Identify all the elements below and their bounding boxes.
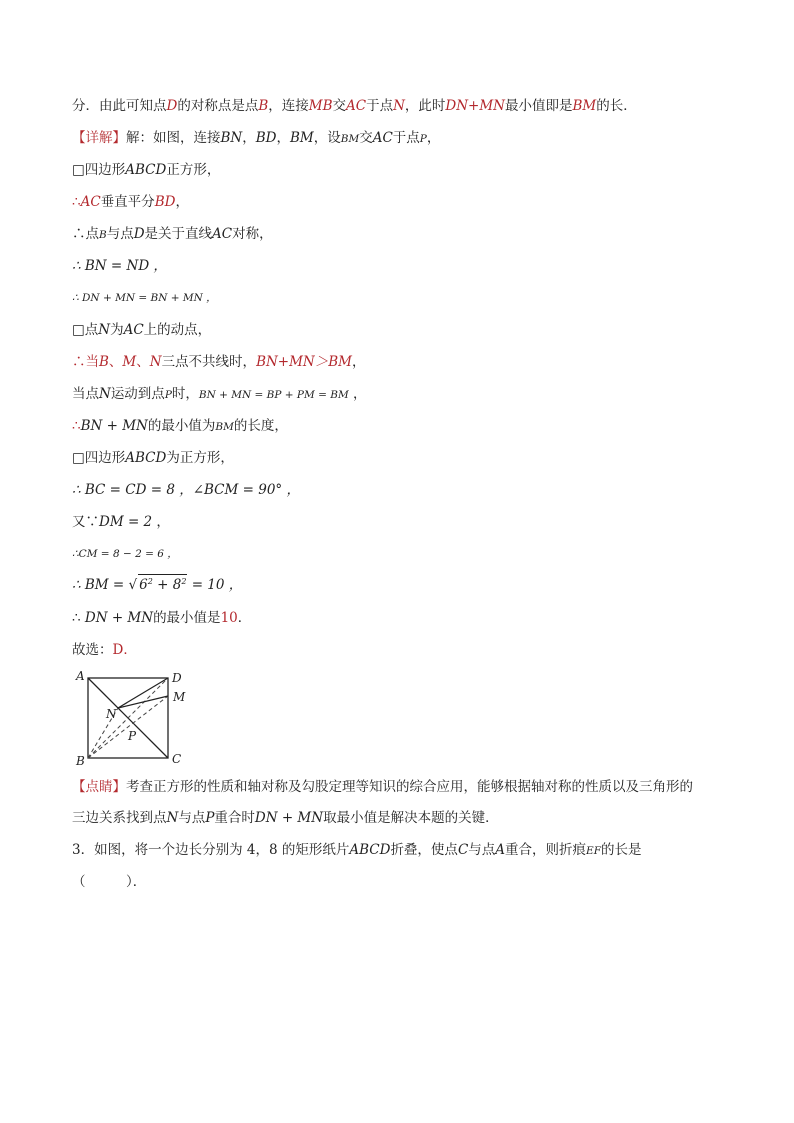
text-line-4	[72, 192, 189, 212]
math: AC	[346, 98, 367, 114]
label-n: N	[106, 707, 117, 721]
math: N	[166, 810, 179, 826]
math: BM	[572, 98, 597, 114]
label-a: A	[76, 670, 85, 683]
label-b: B	[76, 754, 85, 766]
text: 垂直平分	[100, 194, 155, 210]
text: ，	[152, 514, 170, 530]
text: 是关于直线	[144, 226, 213, 242]
text: ∴	[72, 418, 81, 434]
exponent: 2	[181, 577, 187, 586]
text: 时，	[171, 386, 199, 402]
text: 分．由此可知点	[72, 98, 167, 114]
text-line-7: ∴ DN + MN = BN + MN ，	[72, 292, 217, 304]
math: BN + MN = BP + PM = BM	[198, 389, 349, 401]
text-line-19	[72, 777, 693, 797]
text: 三点不共线时，	[161, 354, 257, 370]
text: 、	[136, 354, 150, 370]
text: 三边关系找到点	[72, 810, 167, 826]
math: N	[393, 98, 405, 114]
text: ∴	[72, 194, 81, 210]
text: □四边形	[72, 450, 126, 466]
math: N	[98, 322, 111, 338]
section-tag: 【点睛】	[72, 779, 126, 795]
text-line-1	[72, 96, 637, 116]
math: D	[133, 226, 145, 242]
math: A	[495, 842, 506, 858]
text: 最小值即是	[505, 98, 573, 114]
text-line-2	[72, 128, 440, 149]
math: BM	[215, 421, 234, 433]
math: DN + MN	[254, 810, 324, 826]
math: BM	[289, 130, 314, 146]
text: 的最小值是	[153, 610, 221, 626]
math: P	[205, 810, 215, 826]
math: AC	[123, 322, 144, 338]
text-line-3	[72, 160, 220, 180]
text: ，	[426, 130, 441, 146]
math: BD	[255, 130, 277, 146]
math: N	[149, 354, 162, 370]
text-line-16: ∴ BM = √ $6^2 + 8^2 = 10$ ，	[72, 574, 242, 595]
text: 3．如图，将一个边长分别为 4，8 的矩形纸片	[72, 842, 350, 858]
text: □点	[72, 322, 99, 338]
math: AC	[212, 226, 233, 242]
math: BD	[154, 194, 176, 210]
text: 正方形，	[166, 162, 221, 178]
text: ，	[175, 194, 189, 210]
math: ∴ BM =	[72, 577, 129, 593]
text: 的长是	[600, 842, 642, 858]
math: D	[166, 98, 178, 114]
math: N	[99, 386, 111, 402]
math: = 10 ，	[187, 577, 243, 593]
text-line-17	[72, 608, 251, 628]
math: BN	[220, 130, 243, 146]
text-line-11	[72, 416, 288, 437]
math: AC	[372, 130, 393, 146]
math: BN + MN	[80, 418, 148, 434]
text: ∴当	[72, 354, 99, 370]
math: AC	[80, 194, 101, 210]
text: 与点	[178, 810, 206, 826]
math: ABCD	[125, 450, 167, 466]
text: 故选：	[72, 642, 113, 658]
text: 折叠，使点	[390, 842, 458, 858]
math: DN+MN	[445, 98, 505, 114]
math: MB	[308, 98, 333, 114]
text: ，此时	[404, 98, 446, 114]
text: 的最小值为	[147, 418, 216, 434]
math: B	[258, 98, 269, 114]
math: BM	[340, 133, 360, 145]
text: ，	[348, 386, 367, 402]
text-line-8	[72, 320, 211, 340]
math: ABCD	[349, 842, 391, 858]
text: ∴点	[72, 226, 99, 242]
answer-value: 10	[220, 610, 238, 626]
math: BN+MN＞BM	[256, 354, 352, 370]
label-c: C	[172, 752, 182, 766]
text-line-20	[72, 808, 499, 828]
square-diagram	[72, 670, 192, 766]
text: 当点	[72, 386, 99, 402]
math: C	[457, 842, 469, 858]
math: EF	[586, 845, 601, 857]
math: + 8	[152, 577, 182, 593]
text: 重合时	[214, 810, 255, 826]
text: 与点	[468, 842, 496, 858]
text: ∴	[72, 610, 85, 626]
text-line-18	[72, 640, 137, 660]
math: DN + MN	[84, 610, 154, 626]
text: 于点	[366, 98, 394, 114]
text: 的对称点是点	[177, 98, 259, 114]
text-line-21	[72, 840, 641, 861]
text: ，	[276, 130, 290, 146]
text-line-12	[72, 448, 234, 468]
text: 交	[332, 98, 346, 114]
math: ABCD	[125, 162, 167, 178]
text: 解：如图，连接	[126, 130, 221, 146]
math: B	[99, 229, 107, 241]
text-line-15: ∴CM = 8 − 2 = 6 ，	[72, 548, 178, 560]
text: ．	[237, 610, 252, 626]
math: B	[99, 354, 109, 370]
text: 运动到点	[110, 386, 165, 402]
label-d: D	[172, 671, 182, 685]
label-p: P	[128, 729, 137, 743]
text: 取最小值是解决本题的关键．	[323, 810, 499, 826]
text: 重合，则折痕	[505, 842, 587, 858]
text: 的长．	[596, 98, 637, 114]
text-line-14	[72, 512, 170, 532]
text: 对称，	[232, 226, 273, 242]
text-line-10	[72, 384, 367, 405]
text: ．	[123, 642, 137, 658]
math: P	[419, 133, 427, 145]
text: 考查正方形的性质和轴对称及勾股定理等知识的综合应用，能够根据轴对称的性质以及三角形的	[126, 779, 693, 795]
label-m: M	[173, 690, 186, 704]
math: 6	[139, 577, 148, 593]
text: ，设	[313, 130, 341, 146]
math: M	[122, 354, 137, 370]
text: 与点	[106, 226, 134, 242]
text: 、	[108, 354, 123, 370]
text-line-5	[72, 224, 273, 245]
text: □四边形	[72, 162, 126, 178]
section-tag: 【详解】	[72, 130, 126, 146]
text-line-6: ∴ BN = ND ，	[72, 258, 167, 274]
text: ，	[242, 130, 256, 146]
text-line-22: （ ）．	[72, 874, 147, 890]
exponent: 2	[147, 577, 153, 586]
text: ，连接	[268, 98, 309, 114]
text: 上的动点，	[143, 322, 212, 338]
text: 的长度，	[233, 418, 288, 434]
text-line-9	[72, 352, 366, 372]
math: P	[164, 389, 172, 401]
text: 为	[110, 322, 124, 338]
text: 交	[359, 130, 373, 146]
text: 为正方形，	[166, 450, 234, 466]
text: 又∵	[72, 514, 99, 530]
text-line-13: ∴ BC = CD = 8 ，∠BCM = 90° ，	[72, 482, 300, 498]
text: 于点	[392, 130, 420, 146]
answer-choice: D	[112, 642, 124, 658]
radical	[138, 574, 187, 592]
math: DM = 2	[99, 514, 153, 530]
text: ，	[352, 354, 366, 370]
